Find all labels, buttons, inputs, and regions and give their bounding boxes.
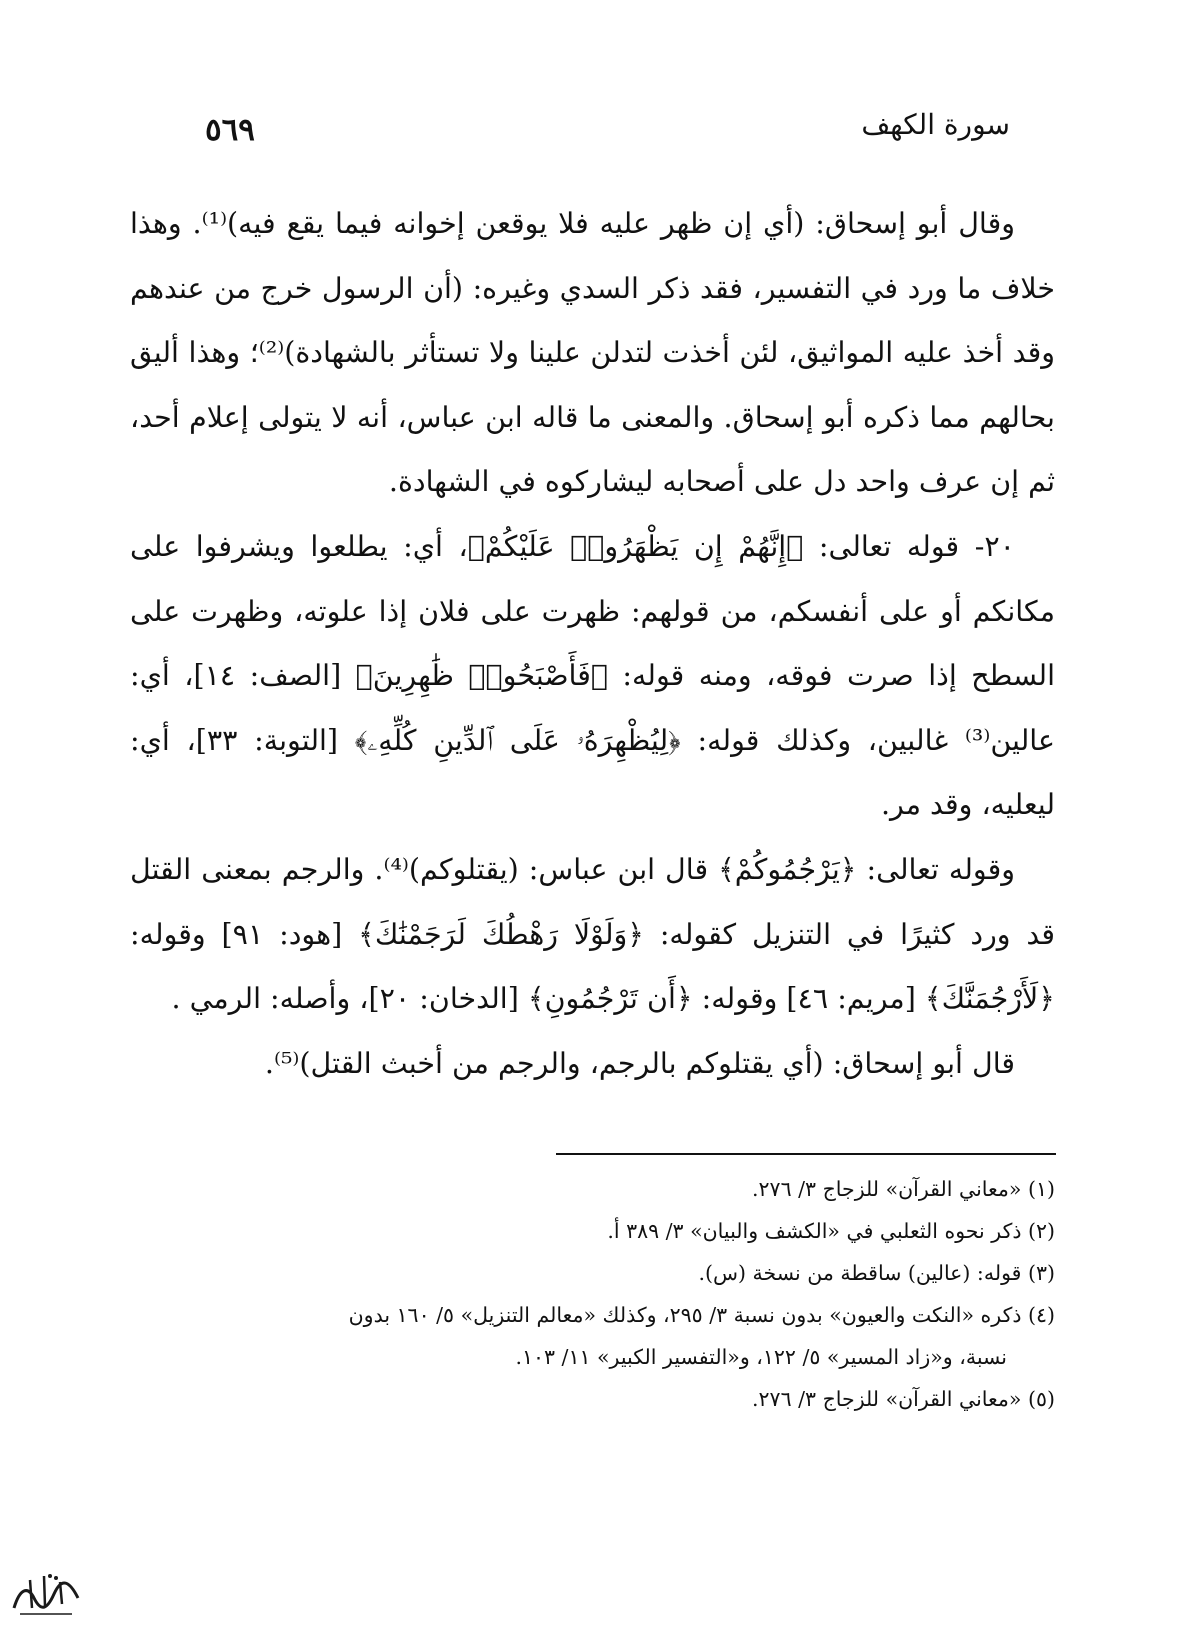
running-title: سورة الكهف <box>861 108 1010 141</box>
footnote: (٥) «معاني القرآن» للزجاج ٣/ ٢٧٦. <box>752 1387 1055 1411</box>
paragraph: وقوله تعالى: ﴿يَرْجُمُوكُمْ﴾ قال ابن عباس: (يقتلوكم)⁽⁴⁾. والرجم بمعنى القتل قد ورد كثيرًا في التنزيل كقوله: ﴿وَلَوْلَا رَهْطُكَ لَرَجَمْنَٰكَ﴾ [هود: ٩١] وقوله: ﴿لَأَرْجُمَنَّكَ﴾ [مريم: ٤٦] وقوله: ﴿أَن تَرْجُمُونِ﴾ [الدخان: ٢٠]، وأصله: الرمي . <box>130 852 1055 1016</box>
calligraphy-logo-icon <box>10 1568 82 1624</box>
footnote: (٢) ذكر نحوه الثعلبي في «الكشف والبيان» ٣/ ٣٨٩ أ. <box>607 1219 1055 1243</box>
footnote: (٣) قوله: (عالين) ساقطة من نسخة (س). <box>698 1261 1055 1285</box>
footnote-divider <box>556 1153 1056 1155</box>
main-text <box>130 192 1055 1096</box>
paragraph: وقال أبو إسحاق: (أي إن ظهر عليه فلا يوقعن إخوانه فيما يقع فيه)⁽¹⁾. وهذا خلاف ما ورد في التفسير، فقد ذكر السدي وغيره: (أن الرسول خرج من عندهم وقد أخذ عليه المواثيق، لئن أخذت لتدلن علينا ولا تستأثر بالشهادة)⁽²⁾؛ وهذا أليق بحالهم مما ذكره أبو إسحاق. والمعنى ما قاله ابن عباس، أنه لا يتولى إعلام أحد، ثم إن عرف واحد دل على أصحابه ليشاركوه في الشهادة. <box>130 207 1055 499</box>
paragraph: ٢٠- قوله تعالى: ﴿إِنَّهُمْ إِن يَظْهَرُوا۟ عَلَيْكُمْ﴾، أي: يطلعوا ويشرفوا على مكانكم أو على أنفسكم، من قولهم: ظهرت على فلان إذا علوته، وظهرت على السطح إذا صرت فوقه، ومنه قوله: ﴿فَأَصْبَحُوا۟ ظَٰهِرِينَ﴾ [الصف: ١٤]، أي: عالين⁽³⁾ غالبين، وكذلك قوله: ﴿لِيُظْهِرَهُۥ عَلَى ٱلدِّينِ كُلِّهِۦ﴾ [التوبة: ٣٣]، أي: ليعليه، وقد مر. <box>130 529 1055 822</box>
footnotes <box>130 1168 1055 1420</box>
footnote-continuation: نسبة، و«زاد المسير» ٥/ ١٢٢، و«التفسير الكبير» ١١/ ١٠٣. <box>515 1345 1007 1369</box>
paragraph: قال أبو إسحاق: (أي يقتلوكم بالرجم، والرجم من أخبث القتل)⁽⁵⁾. <box>264 1046 1015 1080</box>
page-number: ٥٦٩ <box>205 112 255 148</box>
footnote: (١) «معاني القرآن» للزجاج ٣/ ٢٧٦. <box>752 1177 1055 1201</box>
footnote: (٤) ذكره «النكت والعيون» بدون نسبة ٣/ ٢٩٥، وكذلك «معالم التنزيل» ٥/ ١٦٠ بدون <box>348 1303 1055 1327</box>
